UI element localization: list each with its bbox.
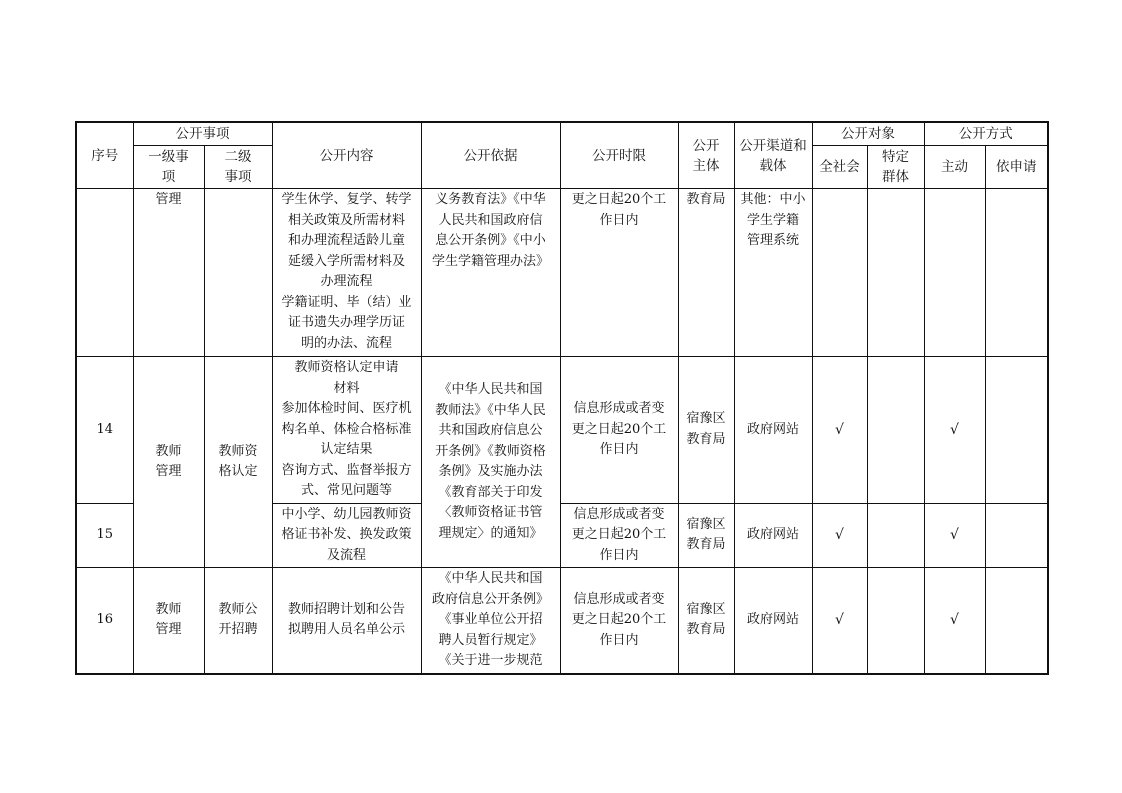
table-row	[76, 189, 1048, 357]
cell-level1: 管理	[133, 189, 204, 357]
cell-channel: 政府网站	[734, 503, 812, 568]
table-row	[76, 357, 1048, 504]
cell-active	[924, 189, 985, 357]
cell-channel: 其他：中小 学生学籍 管理系统	[734, 189, 812, 357]
header-subject: 公开 主体	[678, 122, 734, 189]
cell-level1: 教师 管理	[133, 357, 204, 568]
header-level1: 一级事 项	[133, 146, 204, 189]
cell-content: 教师招聘计划和公告 拟聘用人员名单公示	[272, 568, 421, 674]
cell-channel: 政府网站	[734, 568, 812, 674]
disclosure-table	[75, 121, 1049, 675]
cell-subject: 宿豫区 教育局	[678, 357, 734, 504]
cell-content: 中小学、幼儿园教师资 格证书补发、换发政策 及流程	[272, 503, 421, 568]
header-method-group: 公开方式	[924, 122, 1048, 146]
header-active: 主动	[924, 146, 985, 189]
header-specific: 特定 群体	[867, 146, 924, 189]
cell-society-check: √	[812, 357, 867, 504]
cell-on-request	[985, 503, 1048, 568]
header-target-group: 公开对象	[812, 122, 924, 146]
cell-seq: 16	[76, 568, 133, 674]
cell-seq: 15	[76, 503, 133, 568]
cell-specific	[867, 357, 924, 504]
cell-on-request	[985, 189, 1048, 357]
cell-level2: 教师资 格认定	[204, 357, 272, 568]
cell-time-limit: 信息形成或者变 更之日起20个工 作日内	[560, 357, 678, 504]
header-content: 公开内容	[272, 122, 421, 189]
header-item-group: 公开事项	[133, 122, 272, 146]
cell-on-request	[985, 568, 1048, 674]
cell-level1: 教师 管理	[133, 568, 204, 674]
cell-active-check: √	[924, 503, 985, 568]
cell-subject: 宿豫区 教育局	[678, 568, 734, 674]
cell-time-limit: 信息形成或者变 更之日起20个工 作日内	[560, 568, 678, 674]
cell-society-check: √	[812, 503, 867, 568]
header-time-limit: 公开时限	[560, 122, 678, 189]
cell-specific	[867, 189, 924, 357]
header-society: 全社会	[812, 146, 867, 189]
header-basis: 公开依据	[421, 122, 560, 189]
header-on-request: 依申请	[985, 146, 1048, 189]
cell-active-check: √	[924, 568, 985, 674]
cell-content: 学生休学、复学、转学 相关政策及所需材料 和办理流程适龄儿童 延缓入学所需材料及 办理流程 学籍证明、毕（结）业 证书遗失办理学历证 明的办法、流程	[272, 189, 421, 357]
cell-time-limit: 更之日起20个工 作日内	[560, 189, 678, 357]
cell-on-request	[985, 357, 1048, 504]
cell-specific	[867, 503, 924, 568]
cell-society	[812, 189, 867, 357]
header-channel: 公开渠道和 载体	[734, 122, 812, 189]
cell-channel: 政府网站	[734, 357, 812, 504]
header-level2: 二级 事项	[204, 146, 272, 189]
cell-level2: 教师公 开招聘	[204, 568, 272, 674]
cell-level2	[204, 189, 272, 357]
cell-content: 教师资格认定申请 材料 参加体检时间、医疗机 构名单、体检合格标准 认定结果 咨询方式、监督举报方 式、常见问题等	[272, 357, 421, 504]
cell-society-check: √	[812, 568, 867, 674]
header-seq: 序号	[76, 122, 133, 189]
cell-time-limit: 信息形成或者变 更之日起20个工 作日内	[560, 503, 678, 568]
cell-subject: 宿豫区 教育局	[678, 503, 734, 568]
cell-basis: 《中华人民共和国 政府信息公开条例》 《事业单位公开招 聘人员暂行规定》 《关于进一步规范	[421, 568, 560, 674]
cell-basis: 《中华人民共和国 教师法》《中华人民 共和国政府信息公 开条例》《教师资格 条例》及实施办法 《教育部关于印发 〈教师资格证书管 理规定〉的通知》	[421, 357, 560, 568]
cell-active-check: √	[924, 357, 985, 504]
cell-seq: 14	[76, 357, 133, 504]
cell-subject: 教育局	[678, 189, 734, 357]
cell-seq	[76, 189, 133, 357]
cell-basis: 义务教育法》《中华 人民共和国政府信 息公开条例》《中小 学生学籍管理办法》	[421, 189, 560, 357]
cell-specific	[867, 568, 924, 674]
table-row	[76, 568, 1048, 674]
